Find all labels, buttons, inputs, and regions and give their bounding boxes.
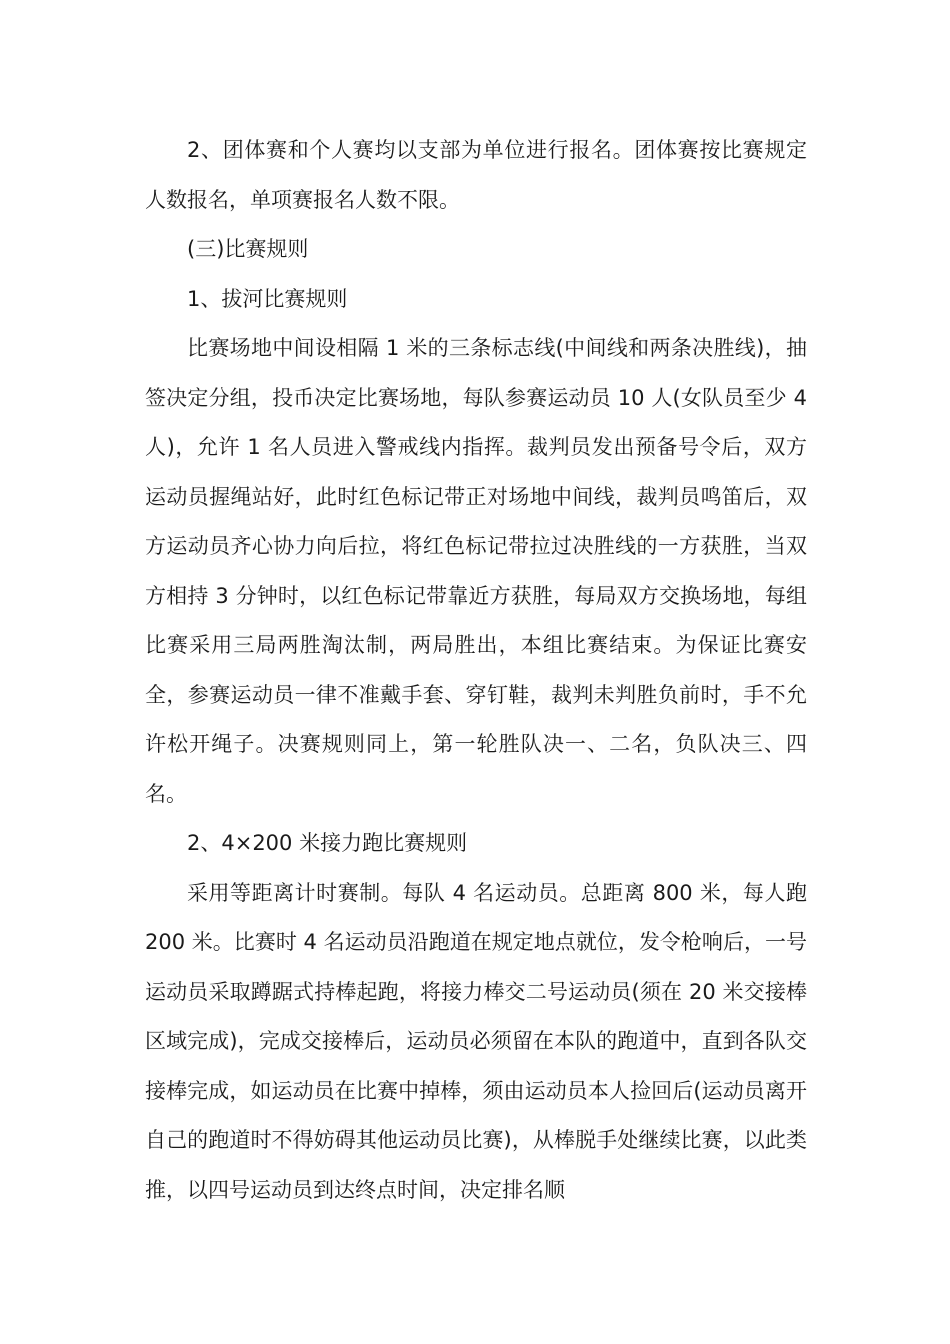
subheading-relay: 2、4×200 米接力跑比赛规则 bbox=[187, 831, 468, 855]
paragraph-registration: 2、团体赛和个人赛均以支部为单位进行报名。团体赛按比赛规定人数报名，单项赛报名人数不限。 bbox=[145, 138, 807, 212]
document-body bbox=[145, 126, 807, 1215]
paragraph-tug-of-war-rules: 比赛场地中间设相隔 1 米的三条标志线(中间线和两条决胜线)，抽签决定分组，投币决定比赛场地，每队参赛运动员 10 人(女队员至少 4 人)，允许 1 名人员进入警戒线内指挥。裁判员发出预备号令后，双方运动员握绳站好，此时红色标记带正对场地中间线，裁判员鸣笛后，双方运动员齐心协力向后拉，将红色标记带拉过决胜线的一方获胜，当双方相持 3 分钟时，以红色标记带靠近方获胜，每局双方交换场地，每组比赛采用三局两胜淘汰制，两局胜出，本组比赛结束。为保证比赛安全，参赛运动员一律不准戴手套、穿钉鞋，裁判未判胜负前时，手不允许松开绳子。决赛规则同上，第一轮胜队决一、二名，负队决三、四名。 bbox=[145, 336, 807, 806]
subheading-tug-of-war: 1、拔河比赛规则 bbox=[187, 286, 348, 311]
paragraph-relay-rules: 采用等距离计时赛制。每队 4 名运动员。总距离 800 米，每人跑 200 米。比赛时 4 名运动员沿跑道在规定地点就位，发令枪响后，一号运动员采取蹲踞式持棒起跑，将接力棒交二号运动员(须在 20 米交接棒区域完成)，完成交接棒后，运动员必须留在本队的跑道中，直到各队交接棒完成，如运动员在比赛中掉棒，须由运动员本人捡回后(运动员离开自己的跑道时不得妨碍其他运动员比赛)，从棒脱手处继续比赛，以此类推，以四号运动员到达终点时间，决定排名顺 bbox=[145, 880, 807, 1202]
section-heading-rules: (三)比赛规则 bbox=[187, 237, 309, 261]
